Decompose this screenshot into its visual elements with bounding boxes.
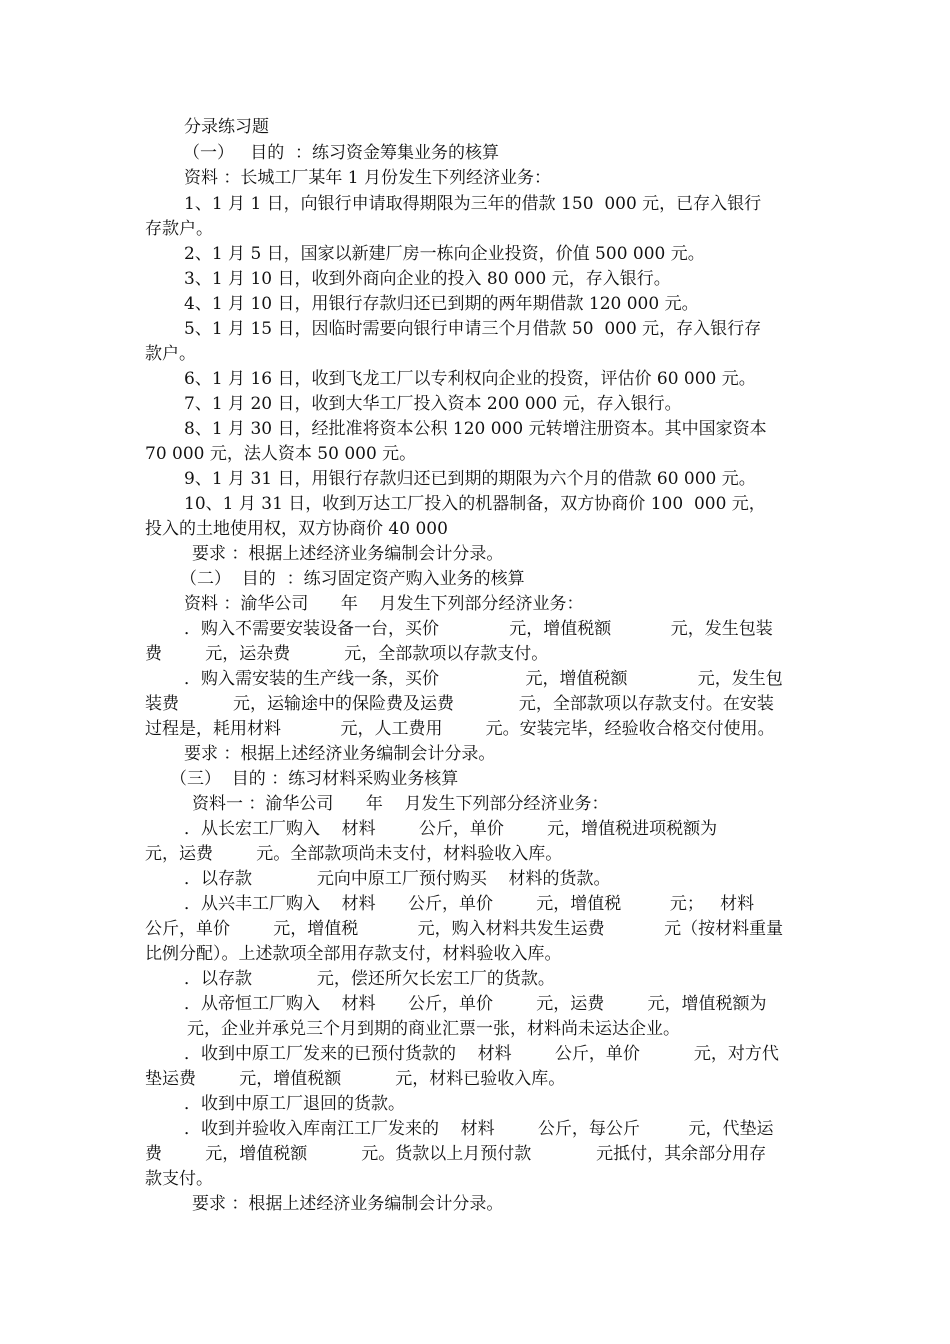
text-line: 装费 元，运输途中的保险费及运费 元，全部款项以存款支付。在安装 xyxy=(145,694,774,714)
text-line: ．收到并验收入库南江工厂发来的 材料 公斤，每公斤 元，代垫运 xyxy=(184,1119,774,1139)
requirement-line: 要求 ：根据上述经济业务编制会计分录。 xyxy=(184,744,496,764)
text-line: ．从兴丰工厂购入 材料 公斤，单价 元，增值税 元； 材料 xyxy=(184,894,755,914)
text-line: 费 元，增值税额 元。货款以上月预付款 元抵付，其余部分用存 xyxy=(145,1144,767,1164)
text-line: 元，运费 元。全部款项尚未支付，材料验收入库。 xyxy=(145,844,563,864)
text-line: ．收到中原工厂发来的已预付货款的 材料 公斤，单价 元，对方代 xyxy=(184,1044,779,1064)
text-line: 存款户。 xyxy=(145,219,213,239)
text-line: 3、1 月 10 日，收到外商向企业的投入 80 000 元，存入银行。 xyxy=(184,269,671,289)
text-line: 6、1 月 16 日，收到飞龙工厂以专利权向企业的投资，评估价 60 000 元。 xyxy=(184,369,756,389)
text-line: ．以存款 元，偿还所欠长宏工厂的货款。 xyxy=(184,969,555,989)
text-line: ．以存款 元向中原工厂预付购买 材料的货款。 xyxy=(184,869,611,889)
text-line: ．收到中原工厂退回的货款。 xyxy=(184,1094,405,1114)
section-2-material: 资料 ：渝华公司 年 月发生下列部分经济业务： xyxy=(184,594,584,614)
section-1-heading: （一） 目的 ：练习资金筹集业务的核算 xyxy=(183,143,500,163)
text-line: 比例分配）。上述款项全部用存款支付，材料验收入库。 xyxy=(145,944,562,964)
section-1-material: 资料 ：长城工厂某年 1 月份发生下列经济业务： xyxy=(184,168,552,188)
text-line: 费 元，运杂费 元，全部款项以存款支付。 xyxy=(145,644,549,664)
document-title: 分录练习题 xyxy=(184,117,269,137)
text-line: 1、1 月 1 日，向银行申请取得期限为三年的借款 150 000 元，已存入银行 xyxy=(184,194,762,214)
text-line: 投入的土地使用权，双方协商价 40 000 xyxy=(145,519,448,539)
requirement-line: 要求 ：根据上述经济业务编制会计分录。 xyxy=(192,1194,504,1214)
text-line: 公斤，单价 元，增值税 元，购入材料共发生运费 元（按材料重量 xyxy=(145,919,784,939)
text-line: 2、1 月 5 日，国家以新建厂房一栋向企业投资，价值 500 000 元。 xyxy=(184,244,705,264)
section-2-heading: （二） 目的 ：练习固定资产购入业务的核算 xyxy=(180,569,525,589)
text-line: ．购入不需要安装设备一台，买价 元，增值税额 元，发生包装 xyxy=(184,619,773,639)
section-3-heading: （三） 目的 ：练习材料采购业务核算 xyxy=(170,769,459,789)
text-line: 款支付。 xyxy=(145,1169,213,1189)
text-line: 4、1 月 10 日，用银行存款归还已到期的两年期借款 120 000 元。 xyxy=(184,294,699,314)
text-line: 7、1 月 20 日，收到大华工厂投入资本 200 000 元，存入银行。 xyxy=(184,394,682,414)
text-line: 5、1 月 15 日，因临时需要向银行申请三个月借款 50 000 元，存入银行存 xyxy=(184,319,762,339)
text-line: 过程是，耗用材料 元，人工费用 元。安装完毕，经验收合格交付使用。 xyxy=(145,719,775,739)
text-line: 款户。 xyxy=(145,344,196,364)
text-line: ．从帝恒工厂购入 材料 公斤，单价 元，运费 元，增值税额为 xyxy=(184,994,767,1014)
requirement-line: 要求 ：根据上述经济业务编制会计分录。 xyxy=(192,544,504,564)
text-line: ．从长宏工厂购入 材料 公斤，单价 元，增值税进项税额为 xyxy=(184,819,718,839)
text-line: 8、1 月 30 日，经批准将资本公积 120 000 元转增注册资本。其中国家资本 xyxy=(184,419,767,439)
text-line: 垫运费 元，增值税额 元，材料已验收入库。 xyxy=(145,1069,566,1089)
text-line: 9、1 月 31 日，用银行存款归还已到期的期限为六个月的借款 60 000 元。 xyxy=(184,469,756,489)
text-line: 70 000 元，法人资本 50 000 元。 xyxy=(145,444,417,464)
section-3-material: 资料一 ：渝华公司 年 月发生下列部分经济业务： xyxy=(192,794,609,814)
text-line: 元，企业并承兑三个月到期的商业汇票一张，材料尚未运达企业。 xyxy=(187,1019,680,1039)
text-line: 10、1 月 31 日，收到万达工厂投入的机器制备，双方协商价 100 000 元， xyxy=(184,494,766,514)
text-line: ．购入需安装的生产线一条，买价 元，增值税额 元，发生包 xyxy=(184,669,783,689)
